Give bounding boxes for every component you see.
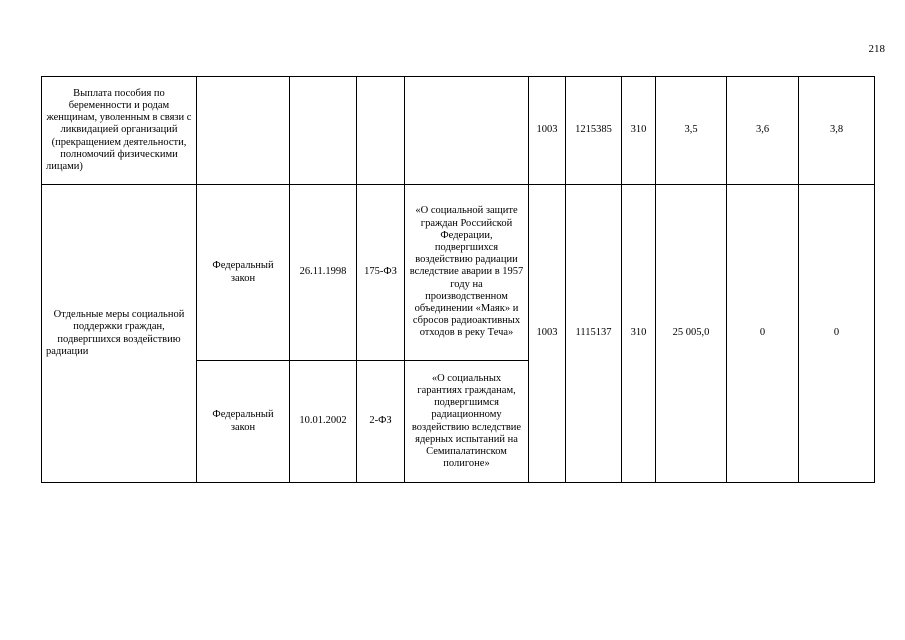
amount-cell-1: 3,5	[656, 77, 727, 185]
doc-number-cell: 175-ФЗ	[357, 185, 405, 361]
row-description: Отдельные меры социальной поддержки граждан, подвергшихся воздействию радиации	[42, 185, 197, 483]
row-description: Выплата пособия по беременности и родам женщинам, уволенным в связи с ликвидацией организаций (прекращением деятельности, полномочий физическими лицами)	[42, 77, 197, 185]
doc-date-cell	[290, 77, 357, 185]
amount-cell-2: 0	[727, 185, 799, 483]
section-code-cell: 1003	[529, 185, 566, 483]
doc-name-cell: «О социальной защите граждан Российской Федерации, подвергшихся воздействию радиации вследствие аварии в 1957 году на производственном объединении «Маяк» и сбросов радиоактивных отходов в реку Теча»	[405, 185, 529, 361]
doc-date-cell: 26.11.1998	[290, 185, 357, 361]
page-number: 218	[868, 43, 885, 55]
amount-cell-3: 3,8	[799, 77, 875, 185]
amount-cell-3: 0	[799, 185, 875, 483]
table-row	[42, 77, 875, 185]
doc-name-cell	[405, 77, 529, 185]
target-article-cell: 1115137	[566, 185, 622, 483]
budget-table	[41, 76, 875, 483]
doc-type-cell: Федеральный закон	[197, 361, 290, 483]
doc-name-cell: «О социальных гарантиях гражданам, подвергшимся радиационному воздействию вследствие ядерных испытаний на Семипалатинском полигоне»	[405, 361, 529, 483]
target-article-cell: 1215385	[566, 77, 622, 185]
section-code-cell: 1003	[529, 77, 566, 185]
doc-date-cell: 10.01.2002	[290, 361, 357, 483]
expense-type-cell: 310	[622, 77, 656, 185]
amount-cell-1: 25 005,0	[656, 185, 727, 483]
table-row	[42, 185, 875, 361]
doc-type-cell: Федеральный закон	[197, 185, 290, 361]
doc-number-cell: 2-ФЗ	[357, 361, 405, 483]
doc-number-cell	[357, 77, 405, 185]
doc-type-cell	[197, 77, 290, 185]
expense-type-cell: 310	[622, 185, 656, 483]
amount-cell-2: 3,6	[727, 77, 799, 185]
